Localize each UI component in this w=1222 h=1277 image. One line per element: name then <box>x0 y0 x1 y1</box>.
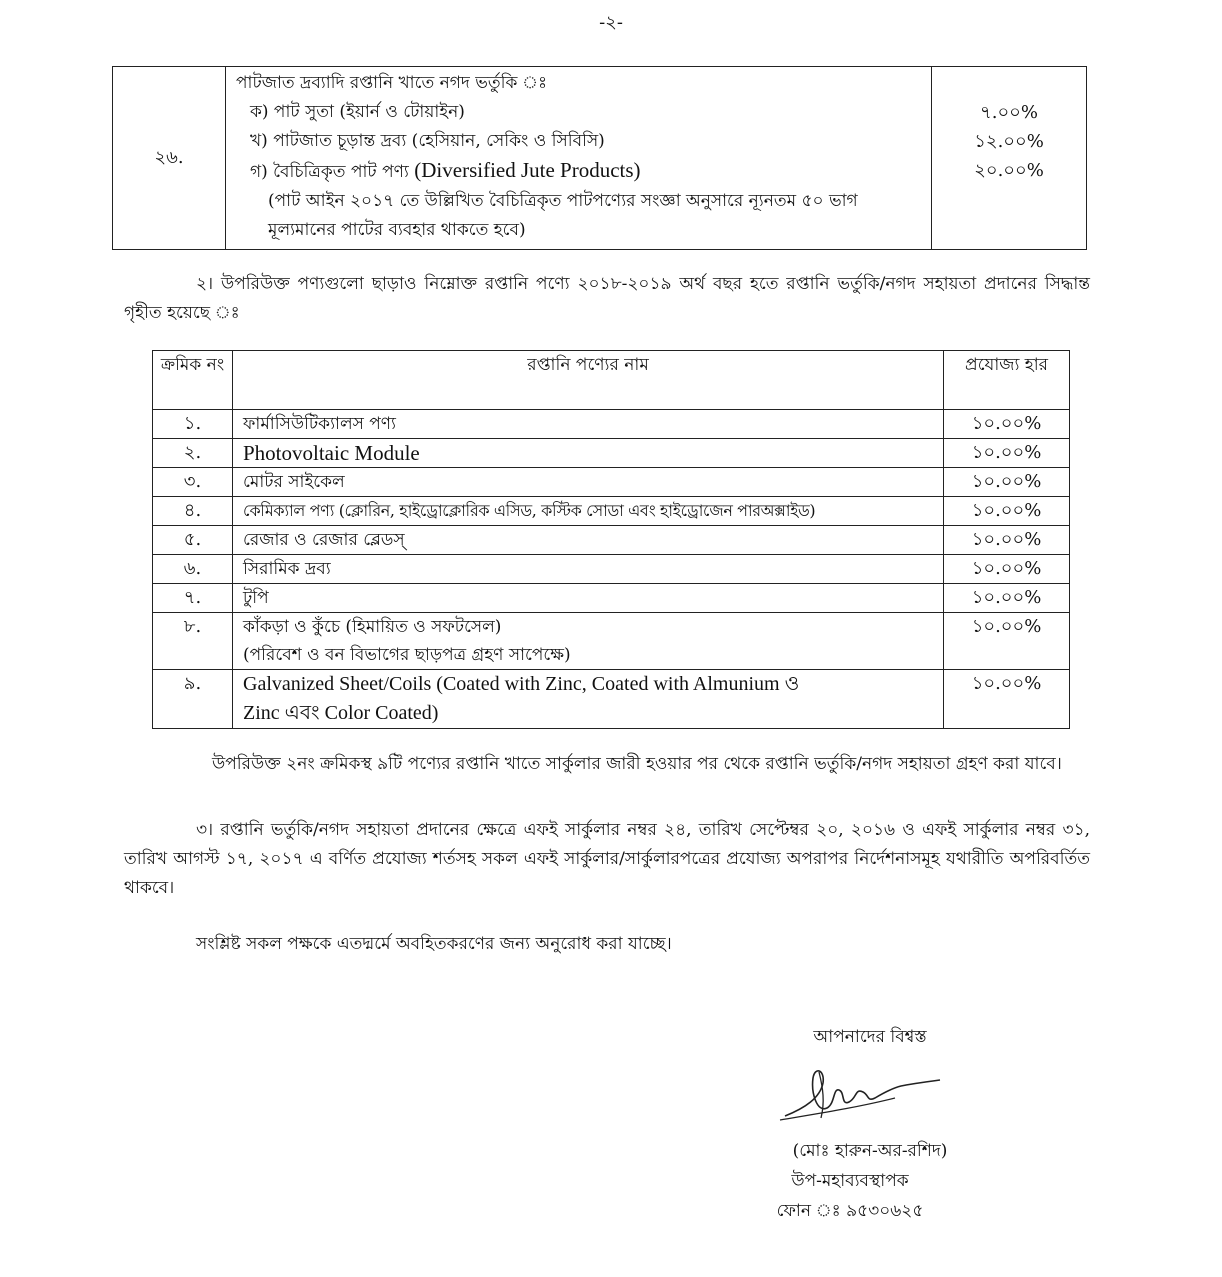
table-row <box>153 613 1070 670</box>
paragraph-4: সংশ্লিষ্ট সকল পক্ষকে এতদ্মর্মে অবহিতকরণের জন্য অনুরোধ করা যাচ্ছে। <box>196 934 672 954</box>
row-product-name <box>233 613 944 670</box>
serial-cell: ২৬. <box>113 67 226 250</box>
row-product-name: টুপি <box>233 584 944 613</box>
row-product-name: মোটর সাইকেল <box>233 468 944 497</box>
closing-text: আপনাদের বিশ্বস্ত <box>813 1027 927 1047</box>
row-product-name: ফার্মাসিউটিক্যালস পণ্য <box>233 410 944 439</box>
row-product-name: রেজার ও রেজার ব্লেডস্ <box>233 526 944 555</box>
row-rate: ১০.০০% <box>944 468 1070 497</box>
jute-item-finished: খ) পাটজাত চূড়ান্ত দ্রব্য (হেসিয়ান, সেকিং ও সিবিসি) <box>250 131 605 151</box>
header-name: রপ্তানি পণ্যের নাম <box>233 351 944 410</box>
signature-icon <box>775 1058 950 1128</box>
page-number: -২- <box>599 12 623 33</box>
table-row <box>153 439 1070 468</box>
signatory-name: (মোঃ হারুন-অর-রশিদ) <box>792 1141 948 1161</box>
table-header-row <box>153 351 1070 410</box>
row-rate: ১০.০০% <box>944 613 1070 670</box>
row-product-name <box>233 670 944 729</box>
jute-subsidy-table <box>112 66 1087 250</box>
header-serial: ক্রমিক নং <box>153 351 233 410</box>
row-serial: ২. <box>153 439 233 468</box>
table-row <box>153 526 1070 555</box>
header-rate: প্রযোজ্য হার <box>944 351 1070 410</box>
jute-heading: পাটজাত দ্রব্যাদি রপ্তানি খাতে নগদ ভর্তুকি ঃ <box>236 73 548 93</box>
table-row <box>153 410 1070 439</box>
table-row <box>153 468 1070 497</box>
row-serial: ৩. <box>153 468 233 497</box>
table-row <box>153 670 1070 729</box>
product-name-line2: Zinc এবং Color Coated) <box>243 702 439 724</box>
jute-note-line2: মূল্যমানের পাটের ব্যবহার থাকতে হবে) <box>268 220 526 240</box>
rate-diversified: ২০.০০% <box>974 160 1044 181</box>
diversified-label-en: (Diversified Jute Products) <box>414 158 641 182</box>
table-row <box>153 584 1070 613</box>
row-serial: ৭. <box>153 584 233 613</box>
jute-item-yarn: ক) পাট সুতা (ইয়ার্ন ও টোয়াইন) <box>250 102 465 122</box>
jute-item-diversified <box>236 156 925 187</box>
paragraph-after-table: উপরিউক্ত ২নং ক্রমিকস্থ ৯টি পণ্যের রপ্তানি খাতে সার্কুলার জারী হওয়ার পর থেকে রপ্তানি ভর্তুকি/নগদ সহায়তা গ্রহণ করা যাবে। <box>212 754 1062 774</box>
product-name-line1: Galvanized Sheet/Coils (Coated with Zinc, Coated with Almunium ও <box>243 673 800 695</box>
row-serial: ১. <box>153 410 233 439</box>
row-serial: ৪. <box>153 497 233 526</box>
table-row <box>153 555 1070 584</box>
diversified-label-bn: গ) বৈচিত্রিকৃত পাট পণ্য <box>250 162 409 182</box>
row-product-name: সিরামিক দ্রব্য <box>233 555 944 584</box>
row-serial: ৫. <box>153 526 233 555</box>
rate-yarn: ৭.০০% <box>980 102 1038 123</box>
export-products-table <box>152 350 1070 729</box>
row-rate: ১০.০০% <box>944 439 1070 468</box>
product-name-line2: (পরিবেশ ও বন বিভাগের ছাড়পত্র গ্রহণ সাপেক্ষে) <box>243 645 571 665</box>
paragraph-2: ২। উপরিউক্ত পণ্যগুলো ছাড়াও নিম্নোক্ত রপ্তানি পণ্যে ২০১৮-২০১৯ অর্থ বছর হতে রপ্তানি ভর্তুকি/নগদ সহায়তা প্রদানের সিদ্ধান্ত গৃহীত হয়েছে ঃ <box>124 274 1090 323</box>
row-rate: ১০.০০% <box>944 670 1070 729</box>
paragraph-3: ৩। রপ্তানি ভর্তুকি/নগদ সহায়তা প্রদানের ক্ষেত্রে এফই সার্কুলার নম্বর ২৪, তারিখ সেপ্টেম্বর ২০, ২০১৬ ও এফই সার্কুলার নম্বর ৩১, তারিখ আগস্ট ১৭, ২০১৭ এ বর্ণিত প্রযোজ্য শর্তসহ সকল এফই সার্কুলার/সার্কুলারপত্রের প্রযোজ্য অপরাপর নির্দেশনাসমূহ যথারীতি অপরিবর্তিত থাকবে। <box>124 820 1090 898</box>
row-product-name: Photovoltaic Module <box>233 439 944 468</box>
row-serial: ৮. <box>153 613 233 670</box>
row-serial: ৯. <box>153 670 233 729</box>
signatory-phone: ফোন ঃ ৯৫৩০৬২৫ <box>776 1201 924 1221</box>
rate-finished: ১২.০০% <box>974 131 1044 152</box>
product-name-line1: কাঁকড়া ও কুঁচে (হিমায়িত ও সফটসেল) <box>243 617 502 637</box>
row-product-name: কেমিক্যাল পণ্য (ক্লোরিন, হাইড্রোক্লোরিক এসিড, কস্টিক সোডা এবং হাইড্রোজেন পারঅক্সাইড) <box>233 497 944 526</box>
rate-cell <box>932 67 1087 250</box>
jute-note-line1: (পাট আইন ২০১৭ তে উল্লিখিত বৈচিত্রিকৃত পাটপণ্যের সংজ্ঞা অনুসারে ন্যূনতম ৫০ ভাগ <box>268 191 858 211</box>
table-row <box>113 67 1087 250</box>
row-rate: ১০.০০% <box>944 497 1070 526</box>
row-rate: ১০.০০% <box>944 555 1070 584</box>
row-rate: ১০.০০% <box>944 584 1070 613</box>
signatory-designation: উপ-মহাব্যবস্থাপক <box>791 1171 909 1191</box>
table-row <box>153 497 1070 526</box>
row-serial: ৬. <box>153 555 233 584</box>
row-rate: ১০.০০% <box>944 526 1070 555</box>
description-cell <box>226 67 932 250</box>
row-rate: ১০.০০% <box>944 410 1070 439</box>
